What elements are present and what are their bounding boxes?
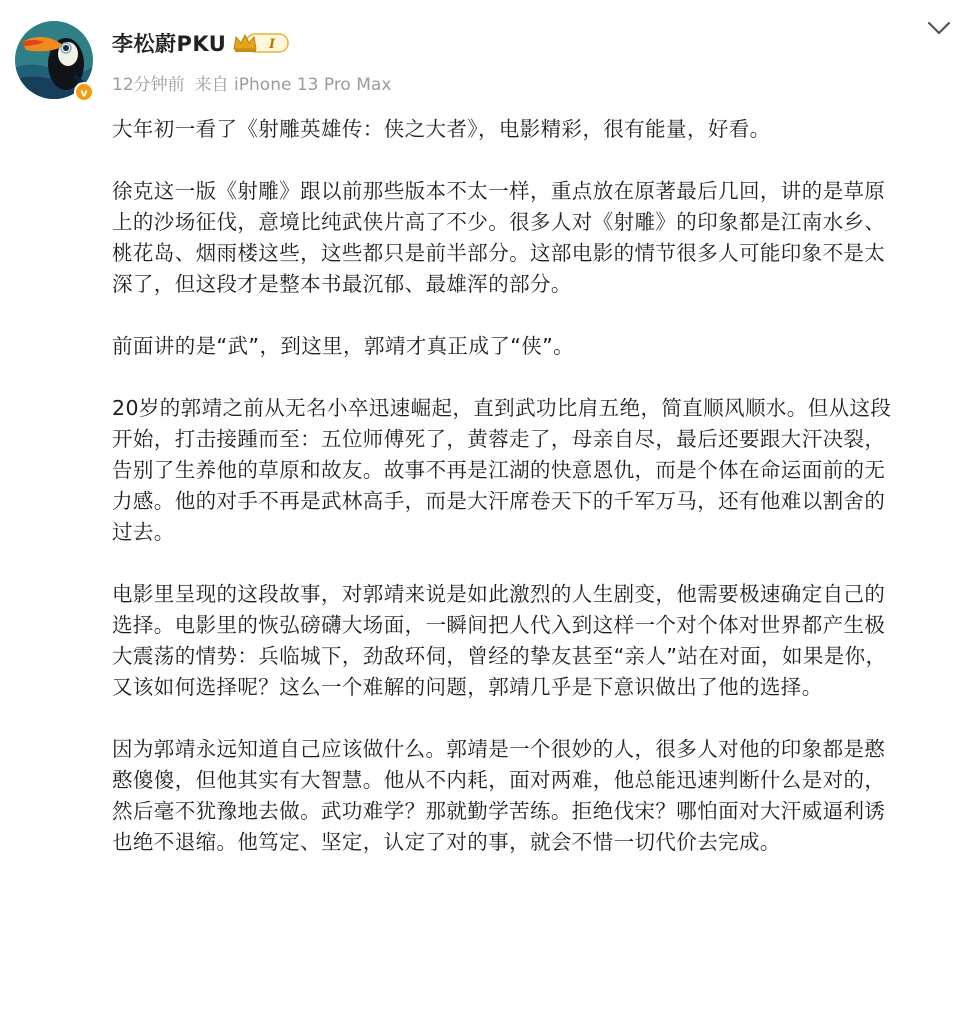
avatar[interactable] bbox=[14, 20, 100, 106]
post-time: 12分钟前 bbox=[112, 75, 185, 95]
author-row bbox=[112, 26, 911, 60]
toucan-avatar-icon bbox=[14, 20, 100, 106]
post-paragraph: 因为郭靖永远知道自己应该做什么。郭靖是一个很妙的人，很多人对他的印象都是憨 憨傻傻，但他其实有大智慧。他从不内耗，面对两难，他总能迅速判断什么是对的， 然后毫不犹豫地去做。武功难学？那就勤学苦练。拒绝伐宋？哪怕面对大汗威逼利诱 也绝不退缩。他笃定、坚定，认定了对的事，就会不惜一切代价去完成。 bbox=[112, 737, 886, 854]
post-header bbox=[112, 26, 911, 95]
post-paragraph: 前面讲的是“武”，到这里，郭靖才真正成了“侠”。 bbox=[112, 334, 575, 358]
author-name[interactable]: 李松蔚PKU bbox=[112, 32, 227, 56]
crown-vip-icon[interactable] bbox=[232, 31, 290, 55]
chevron-down-icon[interactable] bbox=[925, 18, 953, 38]
post-body bbox=[112, 114, 942, 858]
post-meta bbox=[112, 70, 911, 95]
post-paragraph: 20岁的郭靖之前从无名小卒迅速崛起，直到武功比肩五绝，简直顺风顺水。但从这段 开始，打击接踵而至：五位师傅死了，黄蓉走了，母亲自尽，最后还要跟大汗决裂， 告别了生养他的草原和故友。故事不再是江湖的快意恩仇，而是个体在命运面前的无 力感。他的对手不再是武林高手，而是大汗席卷天下的千军万马，还有他难以割舍的 过去。 bbox=[112, 396, 892, 544]
post-paragraph: 徐克这一版《射雕》跟以前那些版本不太一样，重点放在原著最后几回，讲的是草原 上的沙场征伐，意境比纯武侠片高了不少。很多人对《射雕》的印象都是江南水乡、 桃花岛、烟雨楼这些，这些都只是前半部分。这部电影的情节很多人可能印象不是太 深了，但这段才是整本书最沉郁、最雄浑的部分。 bbox=[112, 179, 886, 296]
post-source: 来自 iPhone 13 Pro Max bbox=[194, 75, 392, 95]
post-paragraph: 大年初一看了《射雕英雄传：侠之大者》，电影精彩，很有能量，好看。 bbox=[112, 117, 771, 141]
post-paragraph: 电影里呈现的这段故事，对郭靖来说是如此激烈的人生剧变，他需要极速确定自己的 选择。电影里的恢弘磅礴大场面，一瞬间把人代入到这样一个对个体对世界都产生极 大震荡的情势：兵临城下，劲敌环伺，曾经的挚友甚至“亲人”站在对面，如果是你， 又该如何选择呢？这么一个难解的问题，郭靖几乎是下意识做出了他的选择。 bbox=[112, 582, 887, 699]
svg-text:I: I bbox=[269, 37, 276, 52]
svg-text:v: v bbox=[80, 86, 88, 100]
faded-watermark bbox=[751, 978, 821, 1000]
